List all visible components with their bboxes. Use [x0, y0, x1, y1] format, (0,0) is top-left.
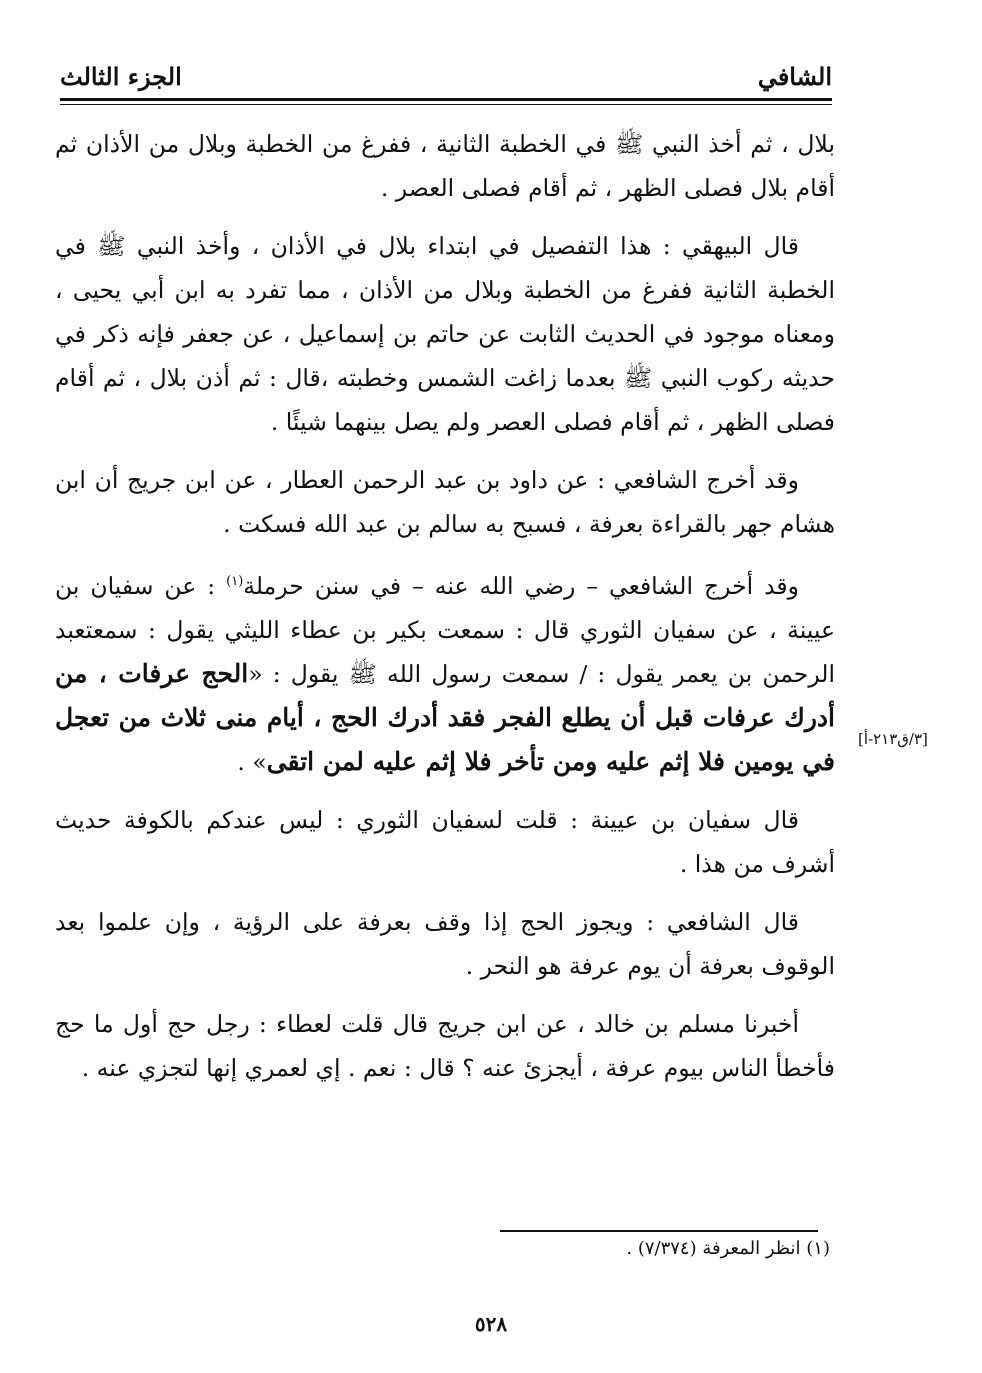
main-text — [55, 122, 835, 1104]
header-rule-thick — [60, 98, 832, 101]
p4-before: وقد أخرج الشافعي – رضي الله عنه – في سنن حرملة — [243, 571, 799, 600]
paragraph-7: أخبرنا مسلم بن خالد ، عن ابن جريج قال قلت لعطاء : رجل حج أول ما حج فأخطأ الناس بيوم عرفة ، أيجزئ عنه ؟ قال : نعم . إي لعمري إنها لتجزي عنه . — [55, 1009, 835, 1082]
p4-middle: : عن سفيان بن عيينة ، عن سفيان الثوري قال : سمعت بكير بن عطاء الليثي يقول : سمعتعبد الرحمن بن يعمر يقول : / سمعت رسول الله ﷺ يقول : « — [55, 571, 835, 688]
paragraph-6: قال الشافعي : ويجوز الحج إذا وقف بعرفة على الرؤية ، وإن علموا بعد الوقوف بعرفة أن يوم عرفة هو النحر . — [55, 907, 835, 980]
hadith-text: الحج عرفات ، من أدرك عرفات قبل أن يطلع الفجر فقد أدرك الحج ، أيام منى ثلاث من تعجل في يومين فلا إثم عليه ومن تأخر فلا إثم عليه لمن اتقى — [55, 658, 835, 776]
manuscript-margin-note: [٣/ق٢١٣-أ] — [858, 730, 928, 748]
header-volume: الجزء الثالث — [60, 61, 182, 91]
running-header — [60, 58, 832, 94]
paragraph-5: قال سفيان بن عيينة : قلت لسفيان الثوري : ليس عندكم بالكوفة حديث أشرف من هذا . — [55, 805, 835, 878]
header-book-title: الشافي — [757, 61, 832, 91]
footnote: (١) انظر المعرفة (٧/٣٧٤) . — [626, 1238, 830, 1259]
footnote-ref: (١) — [226, 574, 244, 589]
paragraph-1: بلال ، ثم أخذ النبي ﷺ في الخطبة الثانية ، ففرغ من الخطبة وبلال من الأذان ثم أقام بلال فصلى الظهر ، ثم أقام فصلى العصر . — [55, 130, 835, 202]
paragraph-3: وقد أخرج الشافعي : عن داود بن عبد الرحمن العطار ، عن ابن جريج أن ابن هشام جهر بالقراءة بعرفة ، فسبح به سالم بن عبد الله فسكت . — [55, 466, 835, 538]
paragraph-4 — [55, 560, 835, 784]
paragraph-2: قال البيهقي : هذا التفصيل في ابتداء بلال في الأذان ، وأخذ النبي ﷺ في الخطبة الثانية ففرغ من الخطبة وبلال من الأذان ، مما تفرد به ابن أبي يحيى ، ومعناه موجود في الحديث الثابت عن حاتم بن إسماعيل ، عن جعفر فإنه ذكر في حديثه ركوب النبي ﷺ بعدما زاغت الشمس وخطبته ،قال : ثم أذن بلال ، ثم أقام فصلى الظهر ، ثم أقام فصلى العصر ولم يصل بينهما شيئًا . — [55, 232, 835, 436]
footnote-rule — [500, 1230, 818, 1232]
p4-after: » . — [237, 747, 267, 776]
page-number: ٥٢٨ — [474, 1312, 508, 1336]
header-rule-thin — [60, 104, 832, 105]
